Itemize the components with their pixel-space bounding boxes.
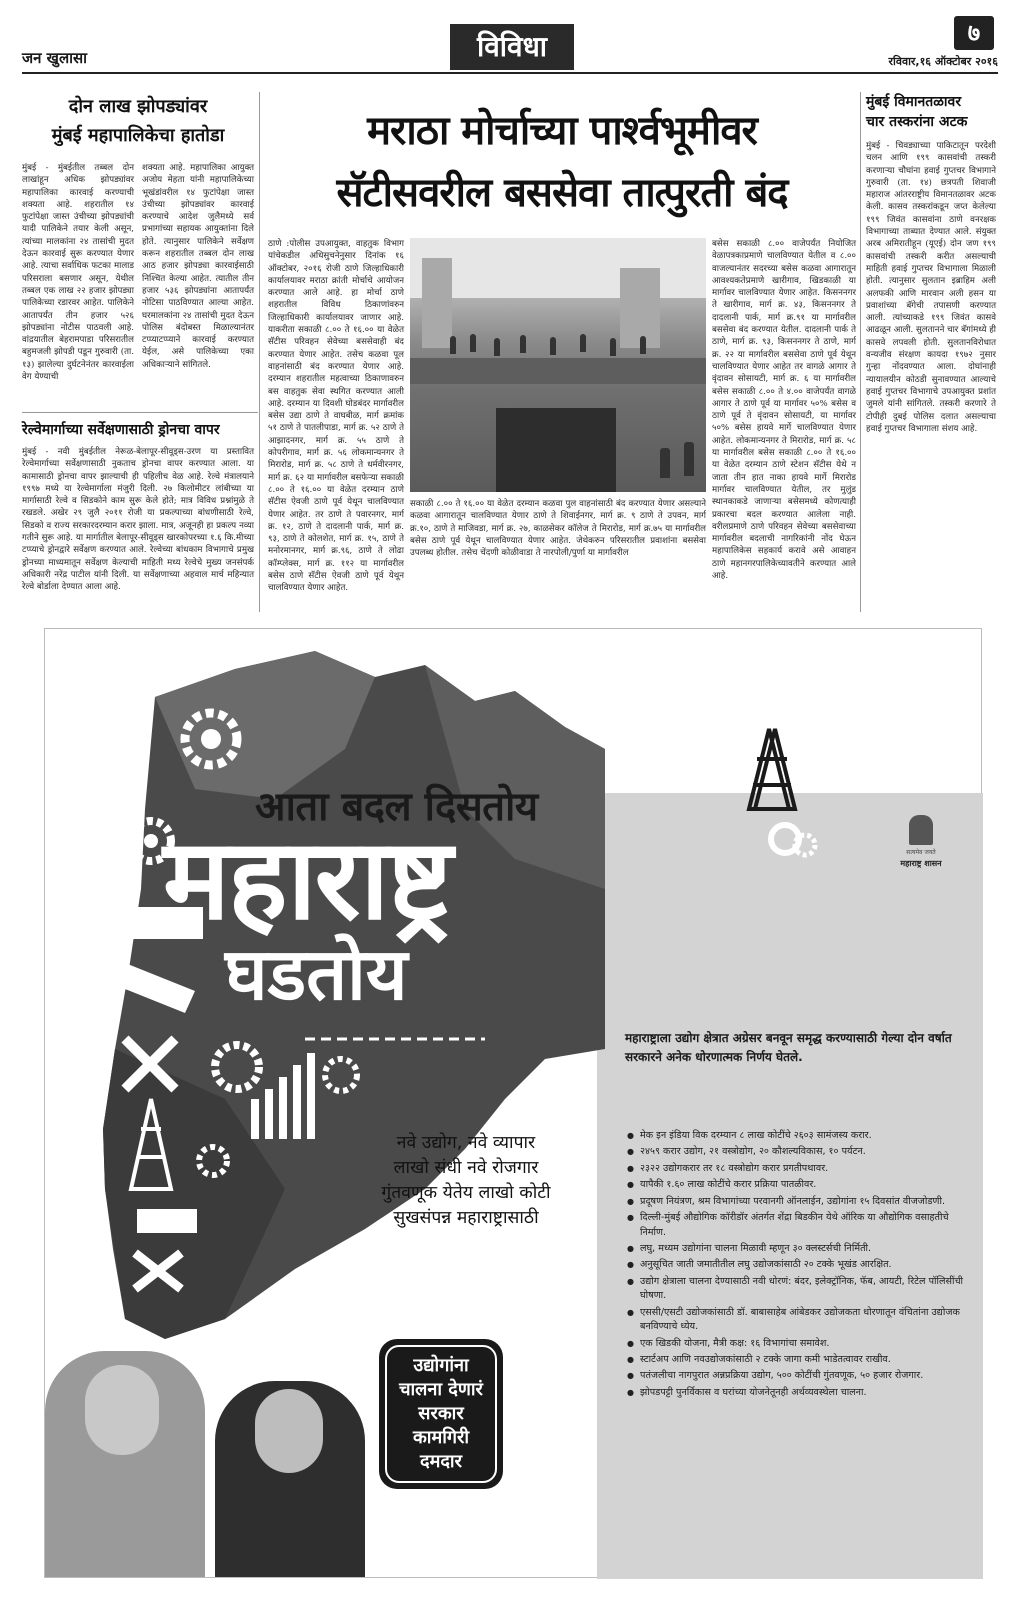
seal-line: कामगिरी (412, 1427, 470, 1448)
photo-person (580, 334, 586, 352)
main-headline-line-2: सॅटीसवरील बससेवा तात्पुरती बंद (336, 170, 788, 216)
paragraph: मुंबई - मुंबईतील तब्बल दोन लाखांहून अधिक झोपड्यांवर महापालिका कारवाई करण्याची शक्यता आहे. शहरातील १४ फुटांपेक्षा जास्त उंचीच्या झोपड्यांची यादी पालिकेने तयार केली असून, त्यांच्या मालकांना २४ तासांची मुदत देऊन कारवाई सुरू करण्यात येणार आहे. त्याचा सर्वाधिक फटका मालाड परिसराला बसणार असून, येथील तब्बल एक लाख २२ हजार झोपड्या पालिकेच्या रडारवर आहेत. पालिकेने आतापर्यंत तीन हजार ५२६ झोपड्यांना नोटीस पाठवली आहे. वांद्रयातील बेहरामपाडा परिसरातील बहुमजली झोपडी पडून गुरुवारी (ता. १३) झालेल्या दुर्घटनेनंतर कारवाईला वेग येण्याची (22, 163, 134, 383)
slogan-line: लाखो संधी नवे रोजगार (393, 1158, 539, 1178)
photo-building (422, 258, 452, 348)
bus-station-photo (410, 238, 706, 492)
gear-icon (795, 835, 815, 855)
column-divider (259, 92, 260, 612)
right-story-headline (866, 92, 996, 132)
paper-name: जन खुलासा (22, 49, 88, 67)
bullet-item: ● मेक इन इंडिया विक दरम्यान ८ लाख कोटींचे २६०३ सामंजस्य करार. (627, 1129, 973, 1144)
ad-line-2: महाराष्ट्र (163, 815, 451, 945)
ad-bullet-list (627, 1129, 973, 1402)
left-story-headline (22, 92, 254, 150)
page-number: ७ (954, 16, 994, 50)
bullet-item: ● एससी/एसटी उद्योजकांसाठी डॉ. बाबासाहेब आंबेडकर उद्योजकता धोरणातून वंचितांना उद्योजक बनविण्याचे ध्येय. (627, 1306, 973, 1335)
photo-person (494, 338, 500, 356)
ad-line-1: आता बदल दिसतोय (255, 784, 538, 830)
bar-graph-icon (279, 1077, 287, 1139)
photo-person (450, 336, 456, 354)
paragraph: ठाणे :पोलीस उपआयुक्त, वाहतुक विभाग यांचेकडील अधिसुचनेनुसार दिनांक १६ ऑक्टोबर, २०१६ रोजी ठाणे जिल्हाधिकारी कार्यालयावर मराठा क्रांती मोर्चाचे आयोजन करण्यात आले आहे. हा मोर्चा ठाणे शहरातील विविध ठिकाणांवरुन जिल्हाधिकारी कार्यालयावर जाणार आहे. याकरीता सकाळी ८.०० ते १६.०० या वेळेत सॅटीस परिवहन सेवेच्या बससेवाही बंद करण्यात येणार आहेत. तसेच कळवा पूल वाहनांसाठी बंद करण्यात येणार आहे. दरम्यान शहरातील महत्वाच्या ठिकाणावरुन बस वाहतुक सेवा स्थगित करण्यात आली आहे. दरम्यान या दिवशी घोडबंदर मार्गावरील बसेस उद्या ठाणे ते वाघबीळ, मार्ग क्रमांक ५१ ठाणे ते पातलीपाडा, मार्ग क्र. ५२ ठाणे ते आझादनगर, मार्ग क्र. ५५ ठाणे ते कोपरीगाव, मार्ग क्र. ५६ लोकमान्यनगर ते मिरारोड, मार्ग क्र. ५८ ठाणे ते धर्मवीरनगर, मार्ग क्र. ६२ या मार्गावरील बसफेऱ्या सकाळी ८.०० ते १६.०० या वेळेत दरम्यान ठाणे सॅटीस ऐवजी ठाणे पूर्व येथून चालविण्यात येणार आहेत. तर ठाणे ते पवारनगर, मार्ग क्र. १२, ठाणे ते दादलानी पार्क, मार्ग क्र. ९३, ठाणे ते कोलशेत, मार्ग क्र. १५, ठाणे ते मनोरमानगर, मार्ग क्र.९६, ठाणे ते लोढा कॉम्प्लेक्स, मार्ग क्र. ११२ या मार्गावरील बसेस ठाणे सॅटीस ऐवजी ठाणे पूर्व येथून चालविण्यात येणार आहेत. (268, 239, 404, 594)
tower-and-gear-graphic (739, 719, 879, 859)
ad-line-3: घडतोय (225, 932, 408, 1016)
section-tag: विविधा (450, 24, 574, 70)
bullet-item: ● पतंजलीचा नागपुरात अन्नप्रक्रिया उद्योग, ५०० कोटींची गुंतवणूक, ५० हजार रोजगार. (627, 1369, 973, 1384)
leader-photo-2-face (255, 1389, 323, 1473)
photo-person (660, 448, 670, 478)
bar-graph-icon (293, 1065, 301, 1139)
bullet-item: ● २४५९ करार उद्योग, २१ वस्त्रोद्योग, २० कौशल्यविकास, १० पर्यटन. (627, 1145, 973, 1160)
bullet-item: ● उद्योग क्षेत्राला चालना देण्यासाठी नवी धोरणं: बंदर, इलेक्ट्रॉनिक, फॅब, आयटी, रिटेल पॉलिसींची घोषणा. (627, 1275, 973, 1304)
left-story-column-2 (142, 162, 254, 406)
bar-graph-icon (307, 1053, 315, 1139)
state-emblem (895, 815, 947, 869)
bar-graph-icon (265, 1089, 273, 1139)
photo-person (470, 334, 476, 352)
right-headline-line-2: चार तस्करांना अटक (866, 114, 968, 130)
masthead (22, 14, 998, 74)
main-story-column-3a (712, 238, 856, 582)
slogan-line: गुंतवणूक येतेय लाखो कोटी (381, 1183, 551, 1203)
gear-icon-hub (144, 834, 158, 848)
ashoka-emblem-icon (909, 815, 933, 845)
government-advertisement (44, 628, 982, 1578)
emblem-government: महाराष्ट्र शासन (900, 859, 942, 868)
bullet-item: ● अनुसूचित जाती जमातीतील लघु उद्योजकांसाठी २० टक्के भूखंड आरक्षित. (627, 1258, 973, 1273)
photo-person (610, 338, 616, 356)
ad-intro: महाराष्ट्राला उद्योग क्षेत्रात अग्रेसर बनवून समृद्ध करण्यासाठी गेल्या दोन वर्षात सरकारने अनेक धोरणात्मक निर्णय घेतले. (625, 1031, 952, 1064)
bullet-item: ● यापैकी १.६० लाख कोटींचे करार प्रक्रिया पातळीवर. (627, 1178, 973, 1193)
bullet-item: ● लघु, मध्यम उद्योगांना चालना मिळावी म्हणून ३० क्लस्टर्सची निर्मिती. (627, 1242, 973, 1257)
paragraph: मुंबई - नवी मुंबईतील नेरूळ-बेलापूर-सीवूड्स-उरण या प्रस्तावित रेल्वेमार्गाच्या सर्वेक्षणासाठी नुकताच ड्रोनचा वापर करण्यात आला. या कामासाठी ड्रोनचा वापर झाल्याची ही पहिलीच वेळ आहे. रेल्वे मंत्रालयाने १९९७ मध्ये या रेल्वेमार्गाला मंजुरी दिली. २७ किलोमीटर लांबीच्या या मार्गासाठी रेल्वे व सिडकोने काम सुरू केले होते; मात्र विविध प्रश्नांमुळे ते रखडले. अखेर २९ जुलै २०११ रोजी या प्रकल्पाच्या बांधणीसाठी रेल्वे, सिडको व राज्य सरकारदरम्यान करार झाला. मात्र, अजूनही हा प्रकल्प नव्या गतीने सुरू आहे. या मार्गातील बेलापूर-सीवूड्स खारकोपरच्या १.६ कि.मीच्या टप्प्याचे ड्रोनद्वारे सर्वेक्षण करण्यात आले. रेल्वेच्या बांधकाम विभागाचे प्रमुख ड्रोनच्या माध्यमातून सर्वेक्षण केल्याची माहिती मध्य रेल्वेचे मुख्य जनसंपर्क अधिकारी नरेंद्र पाटील यांनी दिली. या सर्वेक्षणाच्या अहवाल मार्च महिन्यात रेल्वे बोर्डाला देण्यात आला आहे. (22, 447, 254, 593)
bullet-item: ● स्टार्टअप आणि नवउद्योजकांसाठी २ टक्के जागा कमी भाडेतत्वावर राखीव. (627, 1353, 973, 1368)
campaign-seal (379, 1339, 503, 1489)
power-tower-icon (749, 729, 789, 809)
paragraph: सकाळी ८.०० ते १६.०० या वेळेत दरम्यान कळवा पुल वाहनांसाठी बंद करण्यात येणार असल्याने कळवा आगारातून चालविण्यात येणार ठाणे ते शिवाईनगर, मार्ग क्र. ९ ठाणे ते उपवन, मार्ग क्र.१०, ठाणे ते माजिवडा, मार्ग क्र. २७, काळसेकर कॉलेज ते मिरारोड, मार्ग क्र.७५ या मार्गावरील बसेस ठाणे पूर्व येथून चालविण्यात येणार आहेत. जेथेकरुन परिसरातील प्रवाशांना बससेवा उपलब्ध होतील. तसेच चेंदणी कोळीवाडा ते नारपोली/पुर्णा या मार्गावरील (410, 499, 706, 559)
seal-line: दमदार (420, 1451, 462, 1472)
photo-sky (410, 238, 706, 298)
paragraph: मुंबई - चिवड्याच्या पाकिटातून परदेशी चलन आणि १९९ कासवांची तस्करी करणाऱ्या चौघांना हवाई गुप्तचर विभागाने गुरुवारी (ता. १४) छत्रपती शिवाजी महाराज आंतरराष्ट्रीय विमानतळावर अटक केली. कासव तस्करांकडून जप्त केलेल्या १९९ जिवंत कासवांना ठाणे वनरक्षक विभागाच्या ताब्यात देण्यात आले. संयुक्त अरब अमिरातीहून (यूएई) दोन जण १९९ कासवांची तस्करी करीत असल्याची माहिती हवाई गुप्तचर विभागाला मिळाली होती. त्यानुसार सुलतान इब्राहिम अली अलफकी आणि मारवान अली हसन या प्रवाशांच्या बॅगेची तपासणी करण्यात आली. त्यांच्याकडे १९९ जिवंत कासवे आढळून आली. सुलतानने चार बॅगांमध्ये ही कासवे लपवली होती. सुलतानविरोधात वन्यजीव संरक्षण कायदा १९७२ नुसार गुन्हा नोंदवण्यात आला. दोघांनाही न्यायालयीन कोठडी सुनावण्यात आल्याचे हवाई गुप्तचर विभागाचे उपआयुक्त प्रशांत जुमले यांनी सांगितले. तस्करी करणारे ते टोपीही दुबई पोलिस दलात असल्याचा हवाई गुप्तचर विभागाला संशय आहे. (866, 141, 996, 434)
main-story-column-2 (410, 498, 706, 610)
date-line: रविवार,१६ ऑक्टोबर २०१६ (888, 55, 998, 68)
left-headline-line-2: मुंबई महापालिकेचा हातोडा (51, 125, 225, 146)
photo-bridge (410, 358, 706, 384)
photo-person (550, 337, 556, 355)
factory-icon (137, 1209, 197, 1233)
seal-text (385, 1345, 497, 1483)
photo-tunnel (496, 408, 616, 492)
bar-graph-icon (251, 1099, 259, 1139)
slogan-line: नवे उद्योग, नवे व्यापार (396, 1133, 536, 1153)
left-story-column-1 (22, 162, 134, 406)
column-divider (860, 92, 861, 612)
photo-person (520, 335, 526, 353)
left-headline-line-1: दोन लाख झोपड्यांवर (68, 96, 208, 117)
bullet-item: ● एक खिडकी योजना, मैत्री कक्ष: १६ विभागांचा समावेश. (627, 1337, 973, 1352)
slogan-line: सुखसंपन्न महाराष्ट्रासाठी (393, 1208, 539, 1228)
main-story-column-1 (268, 238, 404, 594)
rail-story-body (22, 446, 254, 610)
leader-photo-1-face (85, 1365, 159, 1455)
story-divider (22, 412, 258, 413)
bullet-item: ● २३२२ उद्योगकरार तर १८ वस्त्रोद्योग करार प्रगतीपथावर. (627, 1162, 973, 1177)
bullet-item: ● दिल्ली-मुंबई औद्योगिक कॉरीडॉर अंतर्गत शेंद्रा बिडकीन येथे ऑरिक या औद्योगिक वसाहतीचे निर्माण. (627, 1211, 973, 1240)
main-story-headline (264, 100, 860, 224)
main-headline-line-1: मराठा मोर्चाच्या पार्श्वभूमीवर (367, 108, 757, 154)
photo-person (684, 442, 694, 476)
photo-person (640, 336, 646, 354)
seal-line: सरकार (418, 1403, 464, 1424)
right-headline-line-1: मुंबई विमानतळावर (866, 94, 962, 110)
gear-icon-hub (201, 729, 221, 749)
paragraph: शक्यता आहे. महापालिका आयुक्त अजोय मेहता यांनी महापालिकेच्या भूखंडांवरील १४ फुटांपेक्षा जास्त उंचीच्या झोपड्यांवर कारवाई करण्याचे आदेश जुलैमध्ये सर्व प्रभागांच्या सहायक आयुक्तांना दिले होते. त्यानुसार पालिकेने सर्वेक्षण करून शहरातील तब्बल दोन लाख आठ हजार झोपड्या कारवाईसाठी निश्चित केल्या आहेत. त्यातील तीन हजार ५३६ झोपड्यांना आतापर्यंत नोटिसा पाठविण्यात आल्या आहेत. घरमालकांना २४ तासांची मुदत देऊन पोलिस बंदोबस्त मिळाल्यानंतर टप्प्याटप्प्याने कारवाई करण्यात येईल, असे पालिकेच्या एका अधिकाऱ्याने सांगितले. (142, 163, 254, 370)
bullet-item: ● झोपडपट्टी पुनर्विकास व घरांच्या योजनेतूनही अर्थव्यवस्थेला चालना. (627, 1386, 973, 1401)
ad-slogan (321, 1131, 611, 1231)
emblem-motto: सत्यमेव जयते (906, 849, 936, 856)
seal-line: उद्योगांना (413, 1355, 469, 1376)
right-story-body (866, 140, 996, 612)
bullet-item: ● प्रदूषण नियंत्रण, श्रम विभागांच्या परवानगी ऑनलाईन, उद्योगांना १५ दिवसांत वीजजोडणी. (627, 1195, 973, 1210)
rail-story-headline: रेल्वेमार्गाच्या सर्वेक्षणासाठी ड्रोनचा वापर (22, 422, 220, 438)
seal-line: चालना देणारं (399, 1379, 483, 1400)
factory-icon (93, 879, 133, 939)
paragraph: बसेस सकाळी ८.०० वाजेपर्यंत नियोजित वेळापत्रकाप्रमाणे चालविण्यात येतील व ८.०० वाजल्यानंतर सदरच्या बसेस कळवा आगारातून आवश्यकतेप्रमाणे खारीगाव, खिडकाळी या मार्गावर चालविण्यात येणार आहेत. किसननगर ते खारीगाव, मार्ग क्र. ४३, किसननगर ते दादलानी पार्क, मार्ग क्र.९१ या मार्गावरील बससेवा बंद करण्यात येतील. दादलानी पार्क ते ठाणे, मार्ग क्र. ९३, किसननगर ते ठाणे, मार्ग क्र. २२ या मार्गावरील बससेवा ठाणे पूर्व येथून चालविण्यात येणार आहेत तर वागळे आगार ते वृंदावन सोसायटी, मार्ग क्र. ६ या मार्गावरील बसेस सकाळी ८.०० ते ४.०० वाजेपर्यंत वागळे आगार ते ठाणे पूर्व या मार्गावर ५०% बसेस व ठाणे पूर्व ते वृंदावन सोसायटी, या मार्गावर ५०% बसेस हायवे मार्गे चालविण्यात येणार आहेत. लोकमान्यनगर ते मिरारोड, मार्ग क्र. ५८ या मार्गावरील बसेस सकाळी ८.०० ते १६.०० या वेळेत दरम्यान ठाणे स्टेशन सॅटीस येथे न जाता तीन हात नाका हायवे मार्गे मिरारोड मार्गावर चालविण्यात येतील, तर मुलुंड स्थानकाकडे जाणाऱ्या बसेसमध्ये कोणत्याही प्रकारचा बदल करण्यात आलेला नाही. वरीलप्रमाणे ठाणे परिवहन सेवेच्या बससेवाच्या मार्गावरील बदलाची नागरिकांनी नोंद घेऊन महापालिकेस सहकार्य करावे असे आवाहन ठाणे महानगरपालिकेच्यावतीने करण्यात आले आहे. (712, 239, 856, 582)
